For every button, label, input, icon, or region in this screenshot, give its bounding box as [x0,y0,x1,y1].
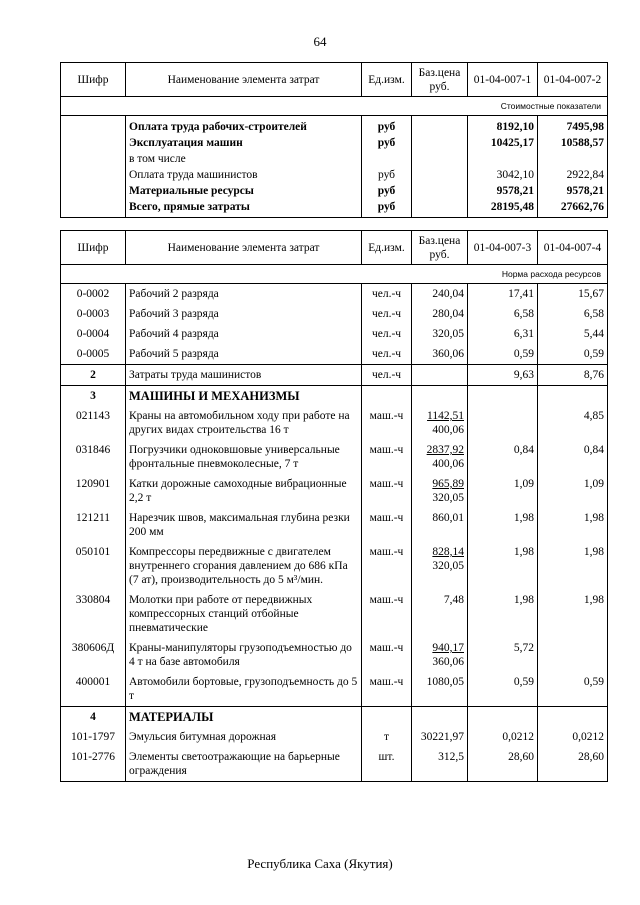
unit-cell: маш.-ч [362,542,412,590]
price-cell [412,590,468,638]
unit-cell: чел.-ч [362,344,412,365]
value-col1: 9578,21 [468,183,538,199]
code-cell: 050101 [61,542,126,590]
unit-cell: маш.-ч [362,672,412,707]
resource-table-2 [60,230,608,782]
name-cell: в том числе [126,151,362,167]
name-cell: Рабочий 3 разряда [126,304,362,324]
machinist-wage: 400,06 [432,424,464,436]
table-row [61,199,608,218]
unit-cell [362,707,412,728]
table-row [61,183,608,199]
name-cell: Эмульсия битумная дорожная [126,727,362,747]
value-col2 [538,386,608,407]
value-col1 [468,386,538,407]
name-cell: Компрессоры передвижные с двигателем внутреннего сгорания давлением до 686 кПа (7 ат), производительность до 5 м³/мин. [126,542,362,590]
header-name: Наименование элемента затрат [126,231,362,265]
price-cell [412,167,468,183]
value-col2: 1,98 [538,508,608,542]
section-label: Норма расхода ресурсов [61,265,608,284]
value-col2 [538,151,608,167]
unit-cell: маш.-ч [362,508,412,542]
value-col1: 17,41 [468,284,538,305]
name-cell: Погрузчики одноковшовые универсальные фронтальные пневмоколесные, 7 т [126,440,362,474]
unit-cell: руб [362,183,412,199]
price-cell [412,284,468,305]
value-col2: 15,67 [538,284,608,305]
base-price: 30221,97 [420,731,464,743]
value-col1: 0,59 [468,344,538,365]
value-col2: 9578,21 [538,183,608,199]
name-cell: Рабочий 5 разряда [126,344,362,365]
name-cell: Молотки при работе от передвижных компрессорных станций отбойные пневматические [126,590,362,638]
code-cell: 0-0005 [61,344,126,365]
base-price: 240,04 [432,288,464,300]
code-cell: 101-2776 [61,747,126,782]
table-row [61,344,608,365]
unit-cell: руб [362,199,412,218]
code-cell: 120901 [61,474,126,508]
table-row [61,542,608,590]
code-cell [61,151,126,167]
name-cell: Оплата труда рабочих-строителей [126,116,362,136]
code-cell [61,135,126,151]
value-col1: 9,63 [468,365,538,386]
code-cell: 330804 [61,590,126,638]
unit-cell: т [362,727,412,747]
price-cell [412,747,468,782]
unit-cell [362,151,412,167]
table-row [61,590,608,638]
value-col1: 0,0212 [468,727,538,747]
value-col1 [468,707,538,728]
price-cell [412,440,468,474]
header-price: Баз.цена руб. [412,231,468,265]
code-cell: 101-1797 [61,727,126,747]
table-row [61,638,608,672]
unit-cell: чел.-ч [362,324,412,344]
value-col1: 28,60 [468,747,538,782]
value-col1 [468,406,538,440]
value-col1: 10425,17 [468,135,538,151]
price-cell [412,116,468,136]
name-cell: Рабочий 4 разряда [126,324,362,344]
header-price: Баз.цена руб. [412,63,468,97]
base-price: 1142,51 [427,410,464,422]
price-cell [412,199,468,218]
value-col1: 0,59 [468,672,538,707]
price-cell [412,474,468,508]
name-cell: Нарезчик швов, максимальная глубина резки 200 мм [126,508,362,542]
price-cell [412,672,468,707]
machinist-wage: 400,06 [432,458,464,470]
price-cell [412,344,468,365]
value-col2: 1,98 [538,542,608,590]
code-cell [61,167,126,183]
price-cell [412,707,468,728]
value-col2: 6,58 [538,304,608,324]
code-cell: 400001 [61,672,126,707]
value-col1 [468,151,538,167]
value-col2: 0,0212 [538,727,608,747]
value-col2: 0,59 [538,672,608,707]
name-cell: Катки дорожные самоходные вибрационные 2,2 т [126,474,362,508]
base-price: 940,17 [432,642,464,654]
table-row [61,116,608,136]
code-cell: 2 [61,365,126,386]
table-row [61,727,608,747]
unit-cell: шт. [362,747,412,782]
machinist-wage: 360,06 [432,656,464,668]
price-cell [412,304,468,324]
table-row [61,167,608,183]
value-col1: 6,58 [468,304,538,324]
value-col1: 3042,10 [468,167,538,183]
price-cell [412,183,468,199]
base-price: 312,5 [438,751,464,763]
base-price: 360,06 [432,348,464,360]
value-col2 [538,638,608,672]
unit-cell: маш.-ч [362,440,412,474]
table-row [61,324,608,344]
base-price: 7,48 [443,594,464,606]
value-col1: 1,09 [468,474,538,508]
name-cell: Краны-манипуляторы грузоподъемностью до 4 т на базе автомобиля [126,638,362,672]
base-price: 860,01 [432,512,464,524]
code-cell: 0-0004 [61,324,126,344]
base-price: 828,14 [432,546,464,558]
header-code: Шифр [61,63,126,97]
header-name: Наименование элемента затрат [126,63,362,97]
name-cell: Затраты труда машинистов [126,365,362,386]
name-cell: Рабочий 2 разряда [126,284,362,305]
code-cell: 0-0002 [61,284,126,305]
table-row [61,151,608,167]
value-col1: 1,98 [468,542,538,590]
price-cell [412,151,468,167]
value-col2: 7495,98 [538,116,608,136]
value-col1: 1,98 [468,590,538,638]
unit-cell: чел.-ч [362,304,412,324]
value-col1: 5,72 [468,638,538,672]
value-col1: 28195,48 [468,199,538,218]
code-cell: 031846 [61,440,126,474]
value-col2 [538,707,608,728]
base-price: 320,05 [432,328,464,340]
header-unit: Ед.изм. [362,63,412,97]
value-col2: 4,85 [538,406,608,440]
price-cell [412,324,468,344]
table-row [61,135,608,151]
value-col2: 8,76 [538,365,608,386]
price-cell [412,638,468,672]
code-cell: 3 [61,386,126,407]
code-cell [61,183,126,199]
price-cell [412,135,468,151]
price-cell [412,727,468,747]
name-cell: Краны на автомобильном ходу при работе на других видах строительства 16 т [126,406,362,440]
header-unit: Ед.изм. [362,231,412,265]
section-label: Стоимостные показатели [61,97,608,116]
footer-region: Республика Саха (Якутия) [247,856,393,871]
unit-cell: чел.-ч [362,365,412,386]
value-col2: 27662,76 [538,199,608,218]
price-cell [412,508,468,542]
value-col2: 5,44 [538,324,608,344]
name-cell: МАТЕРИАЛЫ [126,707,362,728]
table-row [61,474,608,508]
machinist-wage: 320,05 [432,492,464,504]
page-number: 64 [313,34,327,49]
price-cell [412,542,468,590]
unit-cell: чел.-ч [362,284,412,305]
value-col1: 0,84 [468,440,538,474]
table-row [61,365,608,386]
header-code: Шифр [61,231,126,265]
unit-cell [362,386,412,407]
base-price: 2837,92 [426,444,464,456]
unit-cell: руб [362,167,412,183]
name-cell: МАШИНЫ И МЕХАНИЗМЫ [126,386,362,407]
table-row [61,440,608,474]
code-cell: 4 [61,707,126,728]
code-cell: 380606Д [61,638,126,672]
code-cell: 0-0003 [61,304,126,324]
code-cell [61,116,126,136]
table-row [61,508,608,542]
header-col1: 01-04-007-3 [468,231,538,265]
base-price: 965,89 [432,478,464,490]
value-col1: 8192,10 [468,116,538,136]
base-price: 1080,05 [426,676,464,688]
name-cell: Оплата труда машинистов [126,167,362,183]
table-row [61,406,608,440]
value-col1: 6,31 [468,324,538,344]
value-col2: 1,98 [538,590,608,638]
machinist-wage: 320,05 [432,560,464,572]
name-cell: Всего, прямые затраты [126,199,362,218]
name-cell: Элементы светоотражающие на барьерные ограждения [126,747,362,782]
value-col2: 10588,57 [538,135,608,151]
code-cell [61,199,126,218]
price-cell [412,406,468,440]
table-row [61,707,608,728]
name-cell: Материальные ресурсы [126,183,362,199]
unit-cell: маш.-ч [362,590,412,638]
name-cell: Автомобили бортовые, грузоподъемность до 5 т [126,672,362,707]
cost-table-1 [60,62,608,218]
name-cell: Эксплуатация машин [126,135,362,151]
value-col2: 2922,84 [538,167,608,183]
price-cell [412,386,468,407]
table-row [61,284,608,305]
code-cell: 021143 [61,406,126,440]
header-col1: 01-04-007-1 [468,63,538,97]
unit-cell: руб [362,135,412,151]
value-col2: 1,09 [538,474,608,508]
value-col2: 0,84 [538,440,608,474]
unit-cell: маш.-ч [362,406,412,440]
table-row [61,672,608,707]
code-cell: 121211 [61,508,126,542]
base-price: 280,04 [432,308,464,320]
value-col2: 0,59 [538,344,608,365]
unit-cell: маш.-ч [362,474,412,508]
header-col2: 01-04-007-4 [538,231,608,265]
table-row [61,747,608,782]
price-cell [412,365,468,386]
table-row [61,304,608,324]
value-col2: 28,60 [538,747,608,782]
unit-cell: руб [362,116,412,136]
value-col1: 1,98 [468,508,538,542]
header-col2: 01-04-007-2 [538,63,608,97]
unit-cell: маш.-ч [362,638,412,672]
table-row [61,386,608,407]
